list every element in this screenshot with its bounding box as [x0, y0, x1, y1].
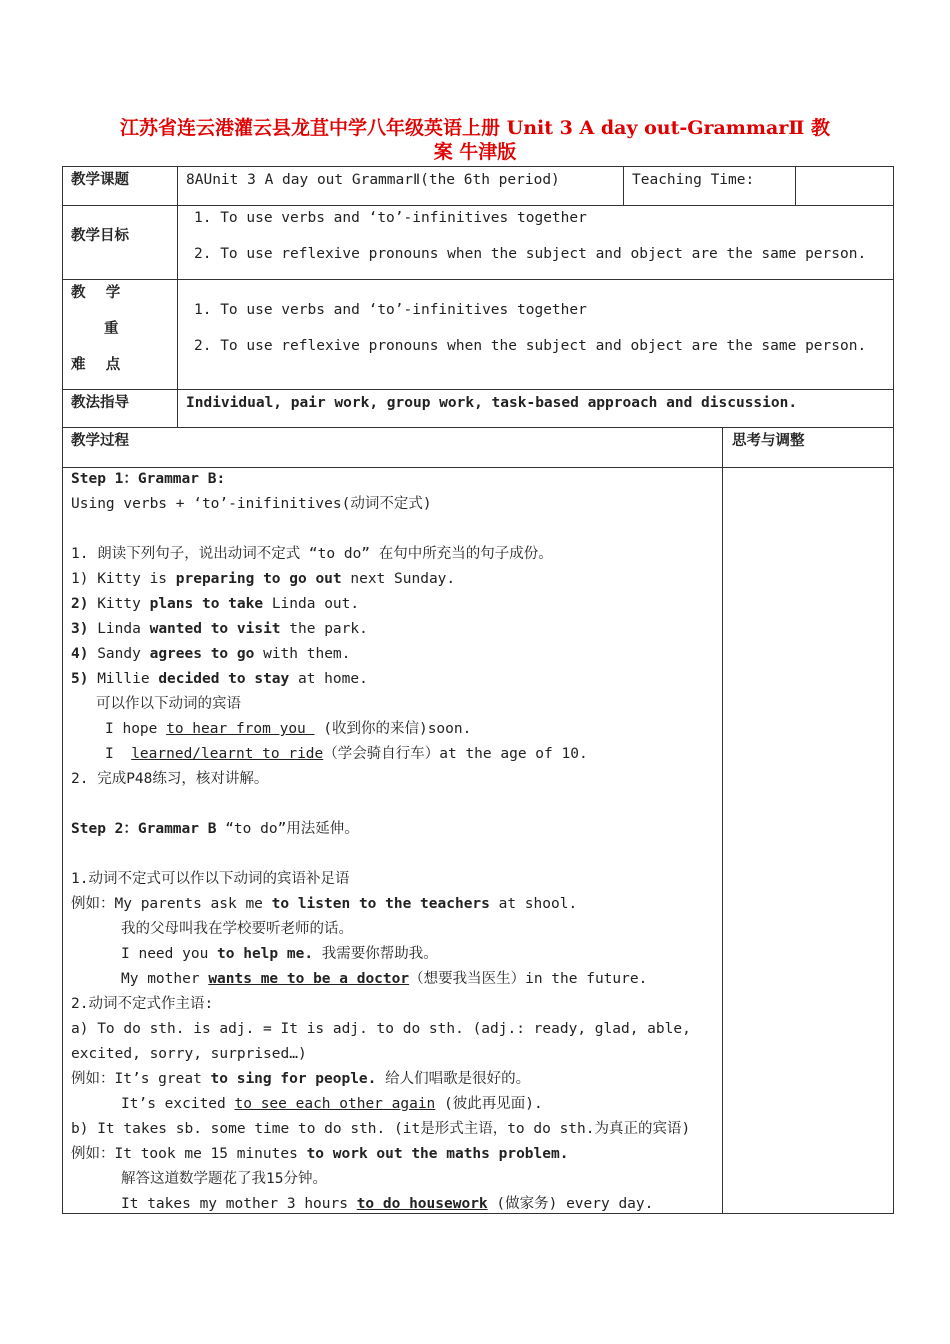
key-point-item: 2. To use reflexive pronouns when the subject and object are the same person.	[194, 338, 867, 354]
learn-example: I learned/learnt to ride（学会骑自行车）at the age of 10.	[105, 746, 588, 762]
example-subject-2: It’s excited to see each other again (彼此再见面).	[121, 1096, 543, 1112]
example-complement-2: I need you to help me. 我需要你帮助我。	[121, 946, 438, 962]
reflection-label: 思考与调整	[732, 433, 805, 449]
methods-label: 教法指导	[71, 395, 129, 411]
example-takes-1-translation: 解答这道数学题花了我15分钟。	[121, 1171, 327, 1187]
question-1: 1. 朗读下列句子，说出动词不定式 “to do” 在句中所充当的句子成份。	[71, 546, 553, 562]
example-complement-3: My mother wants me to be a doctor（想要我当医生）in the future.	[121, 971, 648, 987]
question-2: 2. 完成P48练习，核对讲解。	[71, 771, 269, 787]
step1-title: Step 1：Grammar B:	[71, 471, 226, 487]
example-takes-1: 例如：It took me 15 minutes to work out the maths problem.	[71, 1146, 569, 1162]
methods-value: Individual, pair work, group work, task-based approach and discussion.	[186, 395, 798, 411]
title-line-2: 案 牛津版	[433, 141, 517, 163]
key-points-label-2: 重	[104, 321, 119, 337]
row-divider	[63, 279, 893, 280]
example-complement-1: 例如：My parents ask me to listen to the teachers at shool.	[71, 896, 578, 912]
teaching-time-label: Teaching Time:	[632, 172, 755, 188]
example-sentence-1: 1) Kitty is preparing to go out next Sunday.	[71, 571, 456, 587]
row-divider	[63, 427, 893, 428]
example-sentence-2: 2) Kitty plans to take Linda out.	[71, 596, 360, 612]
objective-item: 1. To use verbs and ‘to’-infinitives together	[194, 210, 587, 226]
key-points-label-3: 难 点	[71, 357, 121, 373]
point-2: 2.动词不定式作主语:	[71, 996, 214, 1012]
hope-example: I hope to hear from you (收到你的来信)soon.	[105, 721, 472, 737]
step2-title: Step 2：Grammar B “to do”用法延伸。	[71, 821, 359, 837]
column-divider	[623, 167, 624, 205]
object-note: 可以作以下动词的宾语	[96, 696, 241, 712]
column-divider	[795, 167, 796, 205]
example-sentence-3: 3) Linda wanted to visit the park.	[71, 621, 368, 637]
key-point-item: 1. To use verbs and ‘to’-infinitives together	[194, 302, 587, 318]
objective-item: 2. To use reflexive pronouns when the subject and object are the same person.	[194, 246, 867, 262]
column-divider	[177, 167, 178, 428]
column-divider	[722, 427, 723, 1214]
example-sentence-5: 5) Millie decided to stay at home.	[71, 671, 368, 687]
example-subject-1: 例如：It’s great to sing for people. 给人们唱歌是很好的。	[71, 1071, 531, 1087]
process-label: 教学过程	[71, 433, 129, 449]
point-2b: b) It takes sb. some time to do sth. (it是形式主语，to do sth.为真正的宾语)	[71, 1121, 691, 1137]
topic-value: 8AUnit 3 A day out GrammarⅡ(the 6th period)	[186, 172, 560, 188]
point-2a-continued: excited, sorry, surprised…)	[71, 1046, 307, 1062]
row-divider	[63, 389, 893, 390]
example-takes-2: It takes my mother 3 hours to do housework (做家务) every day.	[121, 1196, 654, 1212]
point-2a: a) To do sth. is adj. = It is adj. to do sth. (adj.: ready, glad, able,	[71, 1021, 691, 1037]
topic-label: 教学课题	[71, 172, 129, 188]
key-points-label-1: 教 学	[71, 285, 121, 301]
example-complement-1-translation: 我的父母叫我在学校要听老师的话。	[121, 921, 353, 937]
title-line-1: 江苏省连云港灌云县龙苴中学八年级英语上册 Unit 3 A day out-GrammarⅡ 教	[120, 117, 830, 139]
document-title	[60, 116, 890, 164]
example-sentence-4: 4) Sandy agrees to go with them.	[71, 646, 351, 662]
step1-subtitle: Using verbs + ‘to’-inifinitives(动词不定式)	[71, 496, 432, 512]
point-1: 1.动词不定式可以作以下动词的宾语补足语	[71, 871, 350, 887]
objectives-label: 教学目标	[71, 228, 129, 244]
